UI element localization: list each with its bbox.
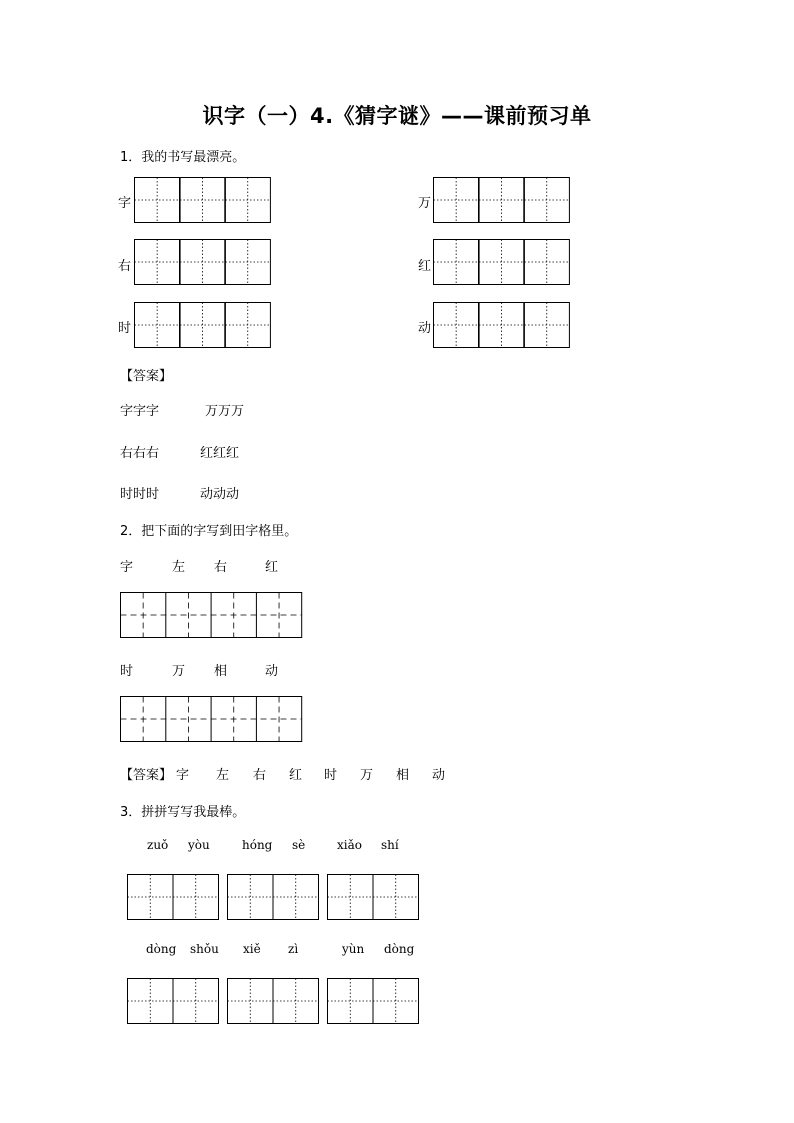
q1-char-wan: 万 — [418, 196, 432, 211]
q3-pinyin-dong: dòng — [146, 942, 177, 956]
q2-answer-label: 【答案】 — [120, 768, 173, 783]
q1-answer-row1-left: 字字字 — [120, 404, 160, 419]
q3-grid-zuoyou[interactable] — [127, 874, 219, 920]
q3-pinyin-shi: shí — [381, 838, 399, 852]
q3-pinyin-yun: yùn — [342, 942, 365, 956]
q3-pinyin-shou: shǒu — [190, 942, 219, 956]
q2-answer-char-8: 动 — [432, 768, 446, 783]
q1-answer-row3-left: 时时时 — [120, 487, 160, 502]
q2-row1-char-1: 字 — [120, 560, 134, 575]
q3-grid-hongse[interactable] — [227, 874, 319, 920]
q1-char-hong: 红 — [418, 259, 432, 274]
q1-grid-dong[interactable] — [433, 302, 570, 348]
q1-answer-row2-left: 右右右 — [120, 446, 160, 461]
q1-grid-zi[interactable] — [134, 177, 271, 223]
q3-pinyin-xiao: xiǎo — [337, 838, 362, 852]
q3-pinyin-hong: hóng — [242, 838, 273, 852]
q2-row2-char-1: 时 — [120, 664, 134, 679]
q1-grid-you[interactable] — [134, 239, 271, 285]
q1-char-you: 右 — [118, 259, 132, 274]
q2-row2-char-4: 动 — [265, 664, 279, 679]
question-1-prompt: 1．我的书写最漂亮。 — [120, 150, 246, 165]
q2-row1-char-2: 左 — [172, 560, 186, 575]
q3-pinyin-dong-2: dòng — [384, 942, 415, 956]
q2-answer-char-2: 左 — [216, 768, 230, 783]
q2-row1-char-4: 红 — [265, 560, 279, 575]
q2-answer-char-6: 万 — [360, 768, 374, 783]
q3-grid-xiezi[interactable] — [227, 978, 319, 1024]
q1-answer-row1-right: 万万万 — [205, 404, 245, 419]
q1-grid-wan[interactable] — [433, 177, 570, 223]
q1-char-shi: 时 — [118, 321, 132, 336]
q1-answer-row2-right: 红红红 — [200, 446, 240, 461]
q2-row2-char-2: 万 — [172, 664, 186, 679]
q2-answer-char-7: 相 — [396, 768, 410, 783]
q2-answer-char-1: 字 — [176, 768, 190, 783]
q2-row1-char-3: 右 — [214, 560, 228, 575]
q2-row2-char-3: 相 — [214, 664, 228, 679]
q1-answer-label: 【答案】 — [120, 369, 173, 384]
q1-answer-row3-right: 动动动 — [200, 487, 240, 502]
q2-grid-row1[interactable] — [120, 592, 302, 638]
q2-answer-char-5: 时 — [324, 768, 338, 783]
q3-pinyin-se: sè — [292, 838, 306, 852]
q1-char-zi: 字 — [118, 196, 132, 211]
q2-answer-char-3: 右 — [253, 768, 267, 783]
q1-char-dong: 动 — [418, 321, 432, 336]
q3-pinyin-you: yòu — [188, 838, 210, 852]
q3-pinyin-xie: xiě — [243, 942, 261, 956]
q1-grid-hong[interactable] — [433, 239, 570, 285]
question-3-prompt: 3．拼拼写写我最棒。 — [120, 805, 246, 820]
q3-pinyin-zi: zì — [288, 942, 299, 956]
q3-grid-xiaoshi[interactable] — [327, 874, 419, 920]
question-2-prompt: 2．把下面的字写到田字格里。 — [120, 524, 298, 539]
q2-answer-char-4: 红 — [289, 768, 303, 783]
q2-grid-row2[interactable] — [120, 696, 303, 742]
q3-grid-yundong[interactable] — [327, 978, 419, 1024]
q3-pinyin-zuo: zuǒ — [147, 838, 169, 852]
page-title: 识字（一）4.《猜字谜》——课前预习单 — [202, 104, 592, 128]
q1-grid-shi[interactable] — [134, 302, 271, 348]
q3-grid-dongshou[interactable] — [127, 978, 219, 1024]
